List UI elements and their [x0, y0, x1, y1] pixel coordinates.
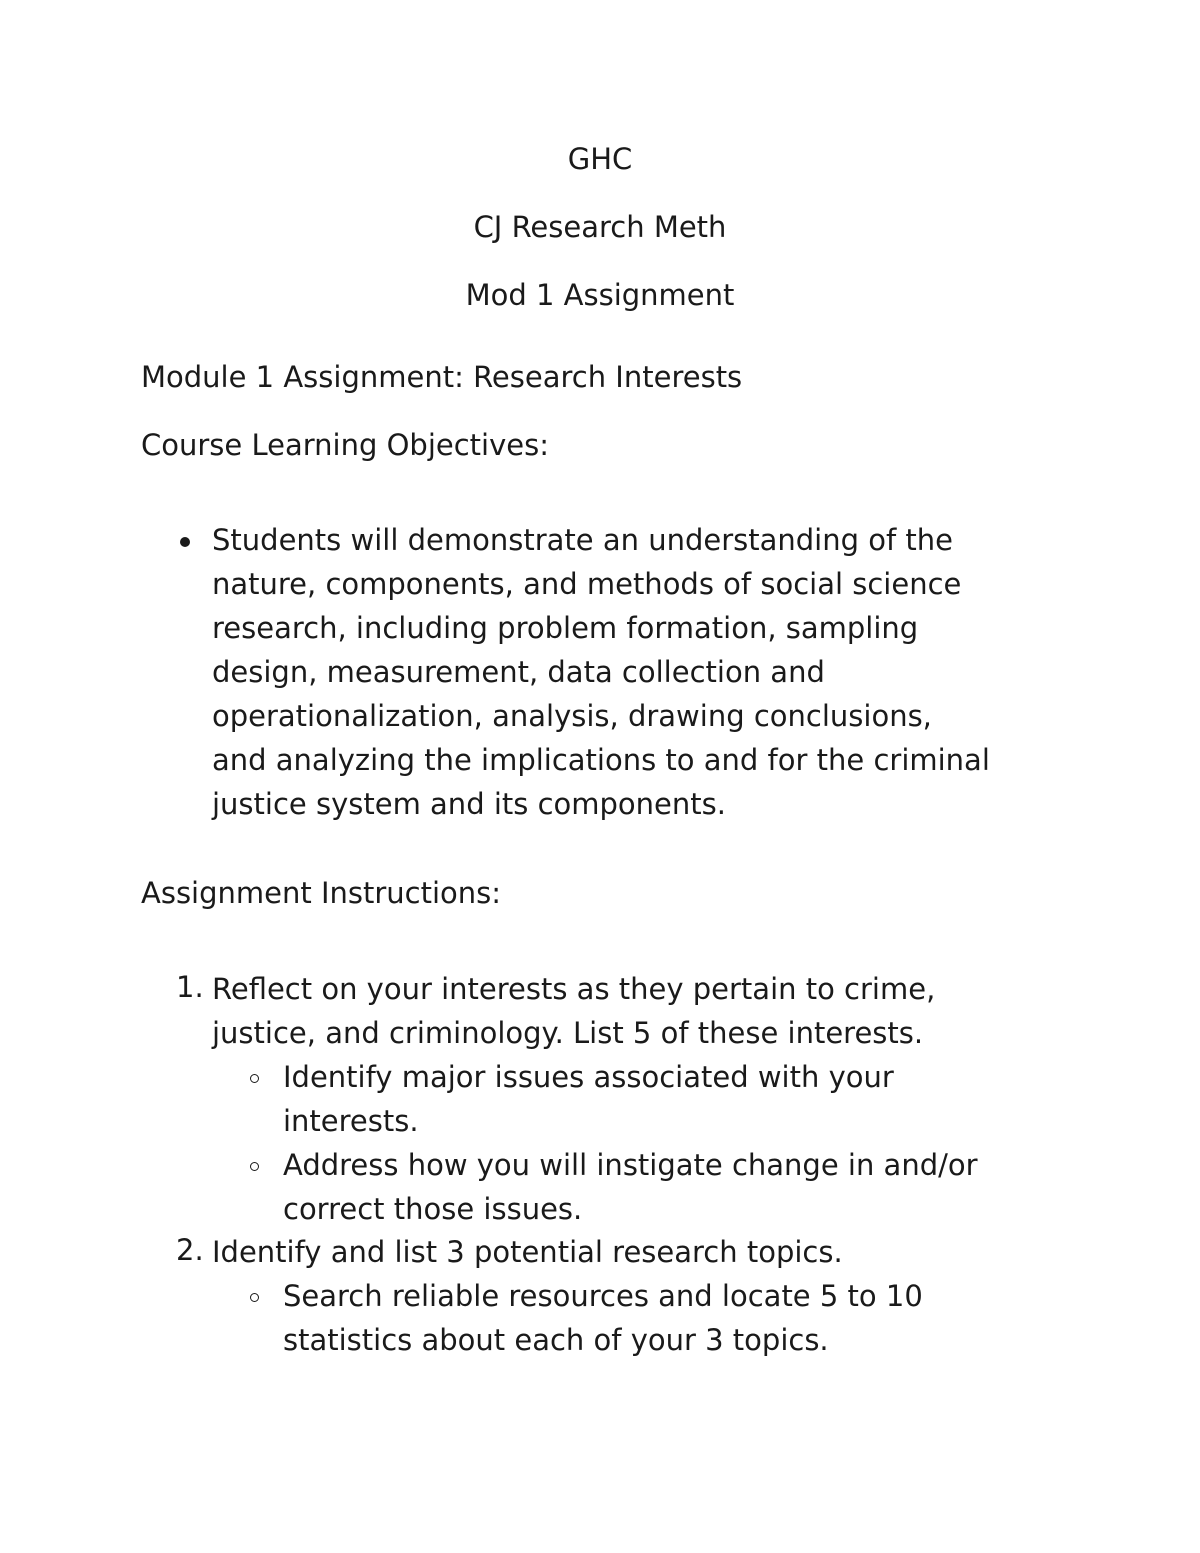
- objectives-heading: Course Learning Objectives:: [141, 428, 549, 462]
- instructions-heading: Assignment Instructions:: [141, 876, 502, 910]
- list-number: 1.: [176, 970, 204, 1004]
- sub-bullet-marker: [250, 1162, 259, 1171]
- objective-line: design, measurement, data collection and: [212, 655, 825, 689]
- sub-bullet-marker: [250, 1074, 259, 1083]
- sub-item-line: statistics about each of your 3 topics.: [283, 1323, 829, 1357]
- instruction-text: [212, 967, 935, 1055]
- assignment-label: Mod 1 Assignment: [465, 278, 735, 312]
- sub-item-text: [283, 1274, 923, 1362]
- objective-line: and analyzing the implications to and for the criminal: [212, 743, 990, 777]
- sub-item-text: [283, 1143, 978, 1231]
- sub-item-text: [283, 1055, 894, 1143]
- sub-bullet-marker: [250, 1293, 259, 1302]
- objective-line: nature, components, and methods of social science: [212, 567, 962, 601]
- objective-line: operationalization, analysis, drawing conclusions,: [212, 699, 932, 733]
- objective-line: research, including problem formation, sampling: [212, 611, 919, 645]
- school-name: GHC: [567, 142, 633, 176]
- objective-line: justice system and its components.: [212, 787, 726, 821]
- sub-item-line: interests.: [283, 1104, 419, 1138]
- document-title: Module 1 Assignment: Research Interests: [141, 360, 743, 394]
- sub-item-line: Address how you will instigate change in and/or: [283, 1148, 978, 1182]
- sub-item-line: correct those issues.: [283, 1192, 583, 1226]
- instruction-line: Reflect on your interests as they pertain to crime,: [212, 972, 936, 1006]
- list-number: 2.: [176, 1233, 204, 1267]
- instruction-text: [212, 1230, 843, 1274]
- course-name: CJ Research Meth: [473, 210, 727, 244]
- sub-item-line: Search reliable resources and locate 5 to 10: [283, 1279, 923, 1313]
- instruction-line: justice, and criminology. List 5 of these interests.: [212, 1016, 924, 1050]
- objective-text: [212, 518, 990, 826]
- bullet-marker: [180, 537, 190, 547]
- instruction-line: Identify and list 3 potential research topics.: [212, 1235, 843, 1269]
- objective-line: Students will demonstrate an understanding of the: [212, 523, 953, 557]
- sub-item-line: Identify major issues associated with your: [283, 1060, 894, 1094]
